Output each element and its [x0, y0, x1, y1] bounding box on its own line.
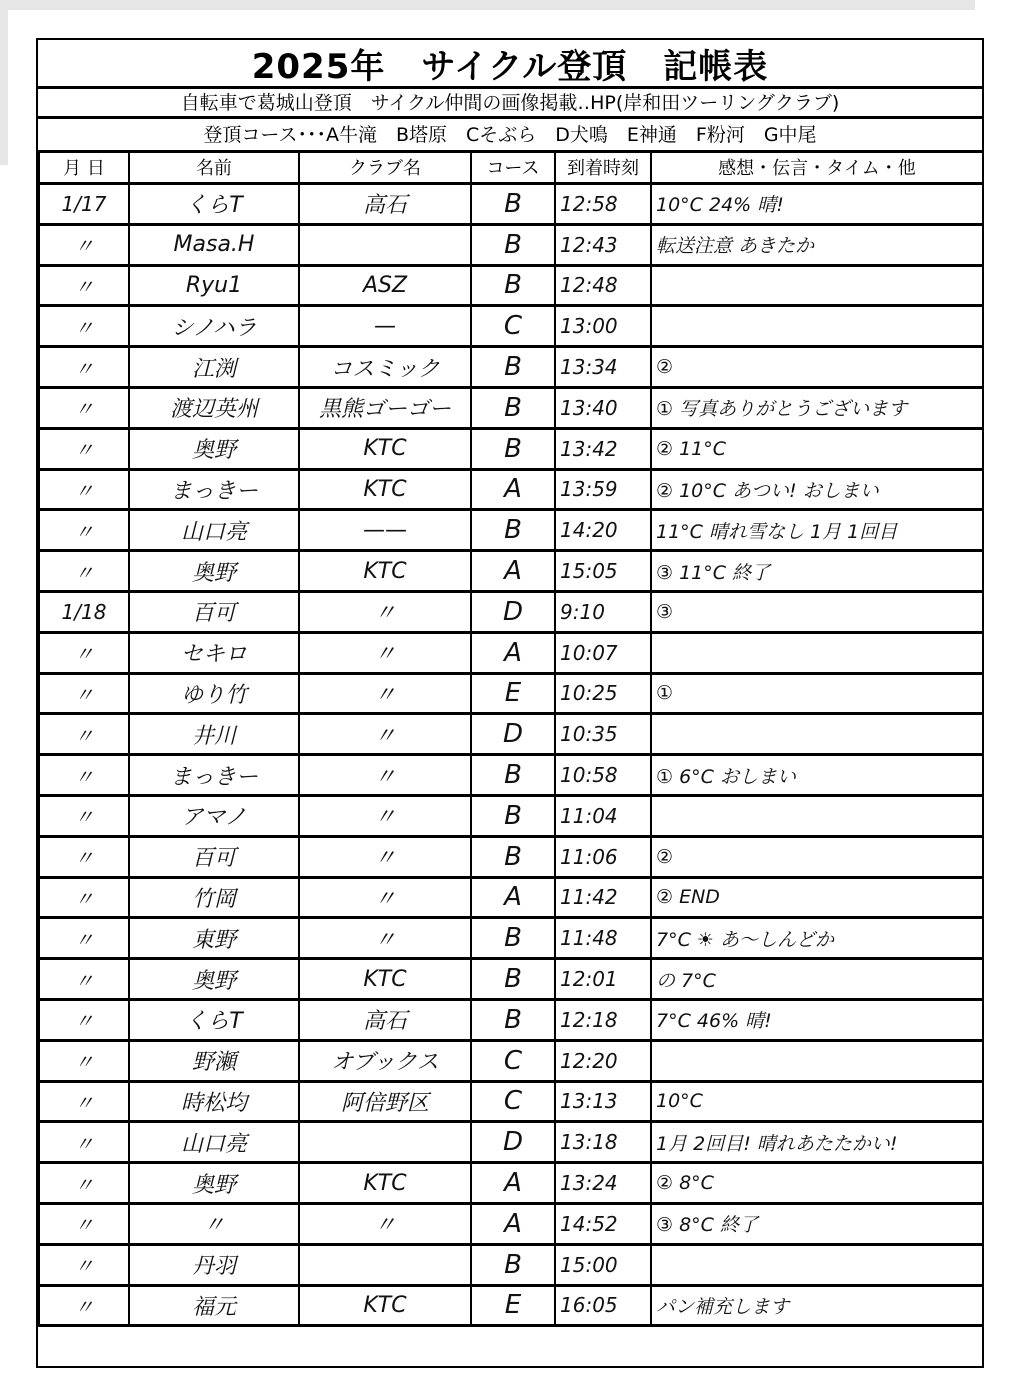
cell-club: ASZ	[299, 265, 471, 306]
cell-course: B	[471, 999, 555, 1040]
cell-course: D	[471, 1122, 555, 1163]
cell-date: 〃	[39, 1203, 129, 1244]
table-row	[39, 224, 983, 265]
cell-name: 竹岡	[129, 877, 299, 918]
cell-course: B	[471, 795, 555, 836]
table-row	[39, 1163, 983, 1204]
cell-date: 〃	[39, 673, 129, 714]
cell-course: A	[471, 632, 555, 673]
cell-date: 〃	[39, 387, 129, 428]
cell-date: 〃	[39, 224, 129, 265]
table-header-row	[39, 151, 983, 184]
table-row	[39, 959, 983, 1000]
cell-name: くらT	[129, 184, 299, 225]
cell-name: 渡辺英州	[129, 387, 299, 428]
cell-time: 12:48	[555, 265, 651, 306]
table-row	[39, 1122, 983, 1163]
cell-time: 10:25	[555, 673, 651, 714]
cell-time: 12:58	[555, 184, 651, 225]
table-row	[39, 1244, 983, 1285]
cell-note	[651, 306, 983, 347]
cell-time: 13:59	[555, 469, 651, 510]
cell-date: 〃	[39, 714, 129, 755]
cell-note: ② END	[651, 877, 983, 918]
table-row	[39, 387, 983, 428]
cell-date: 〃	[39, 632, 129, 673]
cell-note	[651, 714, 983, 755]
courses-line: 登頂コース･･･A牛滝 B塔原 Cそぶら D犬鳴 E神通 F粉河 G中尾	[38, 116, 982, 153]
cell-course: D	[471, 591, 555, 632]
table-row	[39, 755, 983, 796]
cell-course: B	[471, 836, 555, 877]
cell-note: ② 8°C	[651, 1163, 983, 1204]
table-row	[39, 306, 983, 347]
cell-club: KTC	[299, 551, 471, 592]
table-row	[39, 1040, 983, 1081]
cell-time: 12:18	[555, 999, 651, 1040]
cell-date: 〃	[39, 306, 129, 347]
cell-note: ② 10°C あつい! おしまい	[651, 469, 983, 510]
table-row	[39, 632, 983, 673]
cell-time: 13:40	[555, 387, 651, 428]
cell-time: 13:42	[555, 428, 651, 469]
cell-time: 14:52	[555, 1203, 651, 1244]
cell-time: 13:18	[555, 1122, 651, 1163]
table-row	[39, 551, 983, 592]
table-row	[39, 265, 983, 306]
cell-name: 時松均	[129, 1081, 299, 1122]
cell-course: E	[471, 1285, 555, 1326]
title-main: サイクル登頂	[421, 46, 628, 87]
cell-club: —	[299, 306, 471, 347]
cell-time: 12:01	[555, 959, 651, 1000]
col-note: 感想・伝言・タイム・他	[651, 151, 983, 184]
cell-name: 百可	[129, 836, 299, 877]
cell-course: B	[471, 755, 555, 796]
cell-course: A	[471, 551, 555, 592]
cell-note	[651, 1244, 983, 1285]
log-table	[38, 150, 984, 1327]
cell-time: 12:20	[555, 1040, 651, 1081]
cell-time: 11:42	[555, 877, 651, 918]
cell-time: 13:00	[555, 306, 651, 347]
cell-name: 江渕	[129, 347, 299, 388]
cell-club: コスミック	[299, 347, 471, 388]
cell-time: 10:58	[555, 755, 651, 796]
cell-note	[651, 1040, 983, 1081]
cell-time: 11:06	[555, 836, 651, 877]
table-row	[39, 1203, 983, 1244]
cell-name: 山口亮	[129, 1122, 299, 1163]
cell-note	[651, 265, 983, 306]
table-row	[39, 795, 983, 836]
cell-course: B	[471, 347, 555, 388]
table-row	[39, 836, 983, 877]
cell-course: A	[471, 469, 555, 510]
cell-time: 10:07	[555, 632, 651, 673]
left-scan-border	[0, 0, 8, 165]
cell-course: B	[471, 918, 555, 959]
cell-club: KTC	[299, 1285, 471, 1326]
cell-note: ① 写真ありがとうございます	[651, 387, 983, 428]
cell-course: D	[471, 714, 555, 755]
cell-note: ①	[651, 673, 983, 714]
cell-note: ③ 8°C 終了	[651, 1203, 983, 1244]
cell-club: ——	[299, 510, 471, 551]
cell-name: 山口亮	[129, 510, 299, 551]
cell-date: 〃	[39, 755, 129, 796]
cell-club: KTC	[299, 1163, 471, 1204]
cell-time: 13:24	[555, 1163, 651, 1204]
cell-name: 福元	[129, 1285, 299, 1326]
cell-date: 〃	[39, 551, 129, 592]
cell-club: 黒熊ゴーゴー	[299, 387, 471, 428]
cell-club: KTC	[299, 469, 471, 510]
title-year: 2025年	[251, 46, 386, 87]
col-course: コース	[471, 151, 555, 184]
cell-time: 16:05	[555, 1285, 651, 1326]
cell-time: 14:20	[555, 510, 651, 551]
table-row	[39, 510, 983, 551]
cell-name: シノハラ	[129, 306, 299, 347]
top-scan-border	[0, 0, 975, 10]
cell-date: 〃	[39, 918, 129, 959]
cell-note: 7°C 46% 晴!	[651, 999, 983, 1040]
cell-time: 11:48	[555, 918, 651, 959]
cell-note: パン補充します	[651, 1285, 983, 1326]
cell-club: 〃	[299, 795, 471, 836]
col-club: クラブ名	[299, 151, 471, 184]
cell-date: 〃	[39, 347, 129, 388]
cell-date: 〃	[39, 1244, 129, 1285]
table-row	[39, 591, 983, 632]
table-row	[39, 347, 983, 388]
cell-name: 百可	[129, 591, 299, 632]
cell-date: 〃	[39, 999, 129, 1040]
cell-note: 10°C 24% 晴!	[651, 184, 983, 225]
cell-time: 12:43	[555, 224, 651, 265]
cell-course: B	[471, 959, 555, 1000]
cell-note: 10°C	[651, 1081, 983, 1122]
cell-club: 〃	[299, 918, 471, 959]
cell-club: 〃	[299, 836, 471, 877]
cell-note: ③	[651, 591, 983, 632]
cell-course: A	[471, 1163, 555, 1204]
cell-name: まっきー	[129, 469, 299, 510]
cell-date: 1/18	[39, 591, 129, 632]
cell-course: B	[471, 184, 555, 225]
cell-name: Ryu1	[129, 265, 299, 306]
cell-club	[299, 1244, 471, 1285]
col-date: 月 日	[39, 151, 129, 184]
table-row	[39, 999, 983, 1040]
cell-date: 1/17	[39, 184, 129, 225]
cell-club: 〃	[299, 1203, 471, 1244]
cell-name: ゆり竹	[129, 673, 299, 714]
table-row	[39, 714, 983, 755]
cell-course: B	[471, 1244, 555, 1285]
cell-course: E	[471, 673, 555, 714]
cell-note	[651, 795, 983, 836]
cell-club: 〃	[299, 591, 471, 632]
cell-course: B	[471, 265, 555, 306]
cell-note: ① 6°C おしまい	[651, 755, 983, 796]
cell-club: 高石	[299, 184, 471, 225]
cell-note: ③ 11°C 終了	[651, 551, 983, 592]
cell-note: 1月 2回目! 晴れあたたかい!	[651, 1122, 983, 1163]
cell-club: 〃	[299, 673, 471, 714]
cell-date: 〃	[39, 877, 129, 918]
sheet-title	[38, 40, 982, 89]
cell-note: ②	[651, 836, 983, 877]
cell-course: C	[471, 1081, 555, 1122]
cell-date: 〃	[39, 795, 129, 836]
cell-date: 〃	[39, 836, 129, 877]
cell-name: 奥野	[129, 428, 299, 469]
cell-name: 奥野	[129, 1163, 299, 1204]
table-row	[39, 184, 983, 225]
cell-club: オブックス	[299, 1040, 471, 1081]
table-row	[39, 1081, 983, 1122]
cell-time: 11:04	[555, 795, 651, 836]
cell-date: 〃	[39, 428, 129, 469]
cell-time: 13:13	[555, 1081, 651, 1122]
cell-club: KTC	[299, 428, 471, 469]
cell-date: 〃	[39, 1081, 129, 1122]
logbook-sheet	[36, 38, 984, 1368]
cell-time: 15:00	[555, 1244, 651, 1285]
cell-club	[299, 1122, 471, 1163]
cell-club: KTC	[299, 959, 471, 1000]
table-row	[39, 673, 983, 714]
table-row	[39, 428, 983, 469]
cell-course: A	[471, 877, 555, 918]
cell-date: 〃	[39, 1163, 129, 1204]
cell-date: 〃	[39, 1285, 129, 1326]
cell-course: C	[471, 306, 555, 347]
cell-note: 7°C ☀ あ〜しんどか	[651, 918, 983, 959]
cell-note	[651, 632, 983, 673]
cell-club: 〃	[299, 877, 471, 918]
cell-date: 〃	[39, 469, 129, 510]
col-name: 名前	[129, 151, 299, 184]
cell-name: くらT	[129, 999, 299, 1040]
cell-club: 阿倍野区	[299, 1081, 471, 1122]
cell-note: 転送注意 あきたか	[651, 224, 983, 265]
cell-name: まっきー	[129, 755, 299, 796]
title-sub: 記帳表	[663, 46, 769, 87]
cell-date: 〃	[39, 1122, 129, 1163]
col-time: 到着時刻	[555, 151, 651, 184]
cell-club	[299, 224, 471, 265]
cell-time: 15:05	[555, 551, 651, 592]
cell-date: 〃	[39, 510, 129, 551]
cell-note: ② 11°C	[651, 428, 983, 469]
cell-date: 〃	[39, 959, 129, 1000]
cell-name: 井川	[129, 714, 299, 755]
cell-note: ②	[651, 347, 983, 388]
cell-name: 奥野	[129, 959, 299, 1000]
cell-name: アマノ	[129, 795, 299, 836]
cell-name: 東野	[129, 918, 299, 959]
table-row	[39, 469, 983, 510]
cell-name: 丹羽	[129, 1244, 299, 1285]
cell-club: 高石	[299, 999, 471, 1040]
cell-course: B	[471, 428, 555, 469]
cell-course: A	[471, 1203, 555, 1244]
table-row	[39, 918, 983, 959]
cell-time: 10:35	[555, 714, 651, 755]
table-body	[39, 184, 983, 1326]
cell-time: 9:10	[555, 591, 651, 632]
info-line: 自転車で葛城山登頂 サイクル仲間の画像掲載‥HP(岸和田ツーリングクラブ)	[38, 86, 982, 119]
cell-name: 〃	[129, 1203, 299, 1244]
cell-course: C	[471, 1040, 555, 1081]
cell-course: B	[471, 224, 555, 265]
cell-club: 〃	[299, 755, 471, 796]
cell-time: 13:34	[555, 347, 651, 388]
cell-note: 11°C 晴れ雪なし 1月 1回目	[651, 510, 983, 551]
cell-note: の 7°C	[651, 959, 983, 1000]
cell-course: B	[471, 387, 555, 428]
cell-date: 〃	[39, 265, 129, 306]
cell-course: B	[471, 510, 555, 551]
cell-date: 〃	[39, 1040, 129, 1081]
cell-name: セキロ	[129, 632, 299, 673]
cell-club: 〃	[299, 714, 471, 755]
table-row	[39, 1285, 983, 1326]
cell-club: 〃	[299, 632, 471, 673]
cell-name: 野瀬	[129, 1040, 299, 1081]
cell-name: 奥野	[129, 551, 299, 592]
cell-name: Masa.H	[129, 224, 299, 265]
table-row	[39, 877, 983, 918]
